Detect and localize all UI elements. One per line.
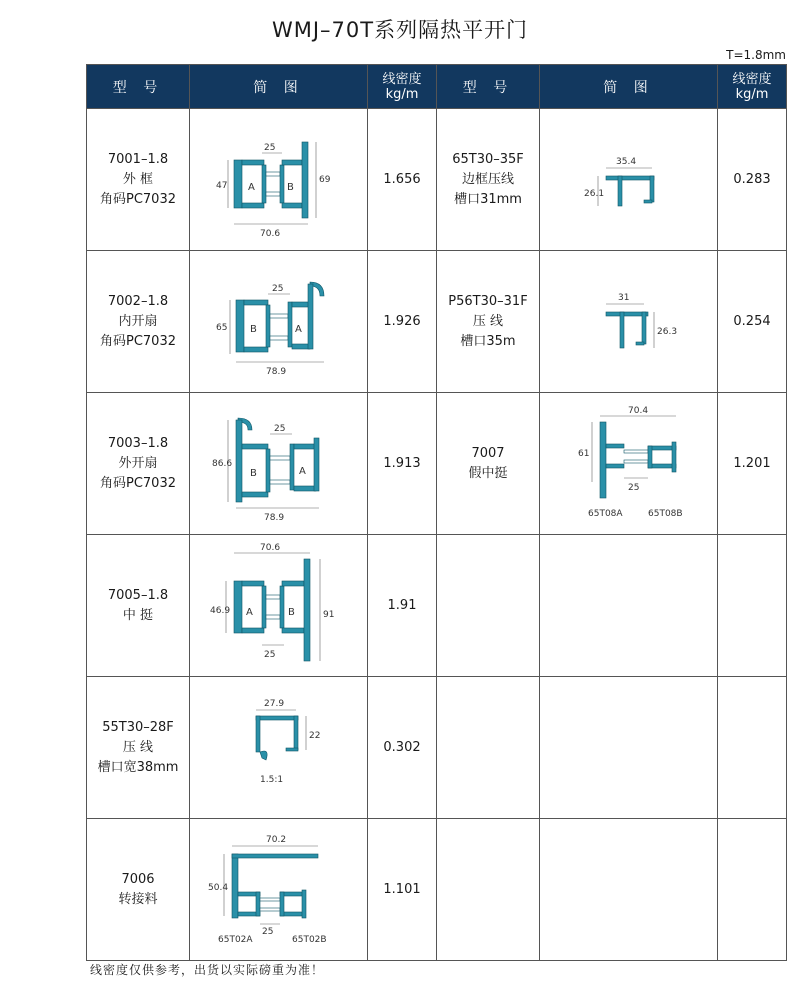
model-cell: 7006 转接料: [87, 819, 190, 961]
dim-label: 91: [322, 609, 334, 620]
empty-cell: [437, 677, 540, 819]
dim-label: 47: [215, 180, 227, 191]
diagram-cell: [190, 393, 368, 535]
table-row: [87, 251, 787, 393]
dim-label: 69: [318, 174, 330, 185]
chamber-label: A: [294, 323, 302, 335]
dim-label: 25: [273, 423, 285, 434]
profile-55T30-diagram: [194, 688, 364, 808]
chamber-label: B: [249, 467, 257, 479]
density-cell: 1.101: [368, 819, 437, 961]
diagram-cell: [190, 535, 368, 677]
header-model: 型 号: [87, 65, 190, 109]
empty-cell: [540, 819, 718, 961]
dim-label: 26.3: [656, 326, 677, 337]
dim-label: 27.9: [263, 698, 284, 709]
profile-65T30-diagram: [544, 120, 714, 240]
diagram-cell: [540, 251, 718, 393]
dim-label: 25: [263, 142, 275, 153]
page-title: WMJ–70T系列隔热平开门: [271, 18, 529, 42]
dim-label: 26.1: [583, 188, 604, 199]
dim-label: 86.6: [211, 458, 232, 469]
dim-label: 22: [308, 730, 320, 741]
dim-label: 70.6: [259, 228, 280, 239]
diagram-cell: [540, 393, 718, 535]
diagram-cell: [190, 251, 368, 393]
header-diagram: 简 图: [190, 65, 368, 109]
header-density-right: 线密度 kg/m: [718, 65, 787, 109]
diagram-cell: [190, 109, 368, 251]
model-cell: P56T30–31F 压 线 槽口35m: [437, 251, 540, 393]
table-header-row: [87, 65, 787, 109]
part-label: 65T02A: [217, 934, 253, 945]
density-cell: 0.254: [718, 251, 787, 393]
table-row: [87, 677, 787, 819]
dim-label: 65: [215, 322, 227, 333]
diagram-cell: [540, 109, 718, 251]
dim-label: 25: [263, 649, 275, 660]
dim-label: 61: [577, 448, 589, 459]
density-cell: 0.302: [368, 677, 437, 819]
density-cell: 1.201: [718, 393, 787, 535]
model-cell: 7005–1.8 中 挺: [87, 535, 190, 677]
dim-label: 25: [627, 482, 639, 493]
dim-label: 31: [617, 292, 629, 303]
chamber-label: B: [287, 606, 295, 618]
chamber-label: A: [247, 181, 255, 193]
model-cell: 7007 假中挺: [437, 393, 540, 535]
part-label: 65T02B: [291, 934, 327, 945]
chamber-label: B: [286, 181, 294, 193]
part-label: 65T08A: [587, 508, 623, 519]
model-cell: 7001–1.8 外 框 角码PC7032: [87, 109, 190, 251]
table-row: [87, 109, 787, 251]
empty-cell: [718, 819, 787, 961]
model-cell: 65T30–35F 边框压线 槽口31mm: [437, 109, 540, 251]
dim-label: 50.4: [207, 882, 228, 893]
chamber-label: A: [298, 465, 306, 477]
header-diagram-right: 简 图: [540, 65, 718, 109]
profile-7007-diagram: [544, 404, 714, 524]
empty-cell: [540, 677, 718, 819]
dim-label: 25: [271, 283, 283, 294]
dim-label: 70.4: [627, 405, 648, 416]
header-model-right: 型 号: [437, 65, 540, 109]
table-row: [87, 535, 787, 677]
part-label: 65T08B: [647, 508, 683, 519]
empty-cell: [437, 819, 540, 961]
profile-table: [86, 64, 787, 961]
scale-label: 1.5:1: [259, 774, 283, 785]
density-cell: 1.91: [368, 535, 437, 677]
density-cell: 1.926: [368, 251, 437, 393]
dim-label: 78.9: [265, 366, 286, 377]
profile-7005-diagram: [194, 541, 364, 671]
model-cell: 7003–1.8 外开扇 角码PC7032: [87, 393, 190, 535]
empty-cell: [540, 535, 718, 677]
footnote: 线密度仅供参考，出货以实际磅重为准！: [90, 963, 325, 977]
profile-P56T30-diagram: [544, 262, 714, 382]
dim-label: 46.9: [209, 605, 230, 616]
profile-7002-diagram: [194, 262, 364, 382]
profile-7003-diagram: [194, 404, 364, 524]
density-cell: 1.656: [368, 109, 437, 251]
dim-label: 70.2: [265, 834, 286, 845]
profile-7006-diagram: [194, 830, 364, 950]
density-cell: 0.283: [718, 109, 787, 251]
table-row: [87, 819, 787, 961]
empty-cell: [718, 535, 787, 677]
model-cell: 55T30–28F 压 线 槽口宽38mm: [87, 677, 190, 819]
profile-7001-diagram: [194, 120, 364, 240]
empty-cell: [437, 535, 540, 677]
dim-label: 78.9: [263, 512, 284, 523]
diagram-cell: [190, 819, 368, 961]
header-density: 线密度 kg/m: [368, 65, 437, 109]
table-row: [87, 393, 787, 535]
model-cell: 7002–1.8 内开扇 角码PC7032: [87, 251, 190, 393]
diagram-cell: [190, 677, 368, 819]
dim-label: 25: [261, 926, 273, 937]
density-cell: 1.913: [368, 393, 437, 535]
dim-label: 70.6: [259, 542, 280, 553]
chamber-label: A: [245, 606, 253, 618]
dim-label: 35.4: [615, 156, 636, 167]
empty-cell: [718, 677, 787, 819]
thickness-label: T=1.8mm: [726, 48, 786, 62]
chamber-label: B: [249, 323, 257, 335]
